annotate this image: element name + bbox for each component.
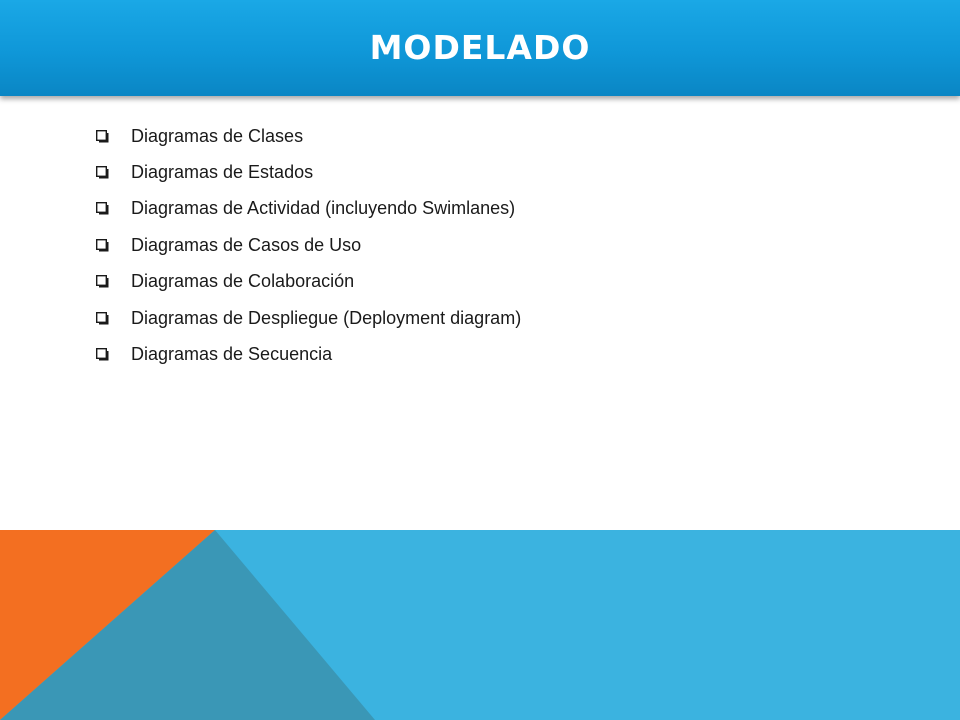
list-item	[96, 118, 521, 154]
slide-title: MODELADO	[369, 28, 591, 67]
checkbox-square-icon	[96, 275, 109, 288]
list-item-label: Diagramas de Actividad (incluyendo Swimlanes)	[131, 198, 516, 219]
checkbox-square-icon	[96, 202, 109, 215]
header-band	[0, 0, 960, 96]
list-item	[96, 264, 521, 300]
list-item	[96, 227, 521, 263]
list-item	[96, 154, 521, 190]
list-item-label: Diagramas de Estados	[131, 162, 314, 183]
list-item	[96, 300, 521, 336]
checkbox-square-icon	[96, 348, 109, 361]
footer-decoration	[0, 530, 960, 720]
list-item	[96, 336, 521, 372]
checkbox-square-icon	[96, 130, 109, 143]
checkbox-square-icon	[96, 312, 109, 325]
list-item-label: Diagramas de Secuencia	[131, 344, 333, 365]
checkbox-square-icon	[96, 166, 109, 179]
list-item-label: Diagramas de Clases	[131, 125, 304, 146]
checkbox-square-icon	[96, 239, 109, 252]
list-item-label: Diagramas de Despliegue (Deployment diagram)	[131, 307, 522, 328]
list-item-label: Diagramas de Colaboración	[131, 271, 355, 292]
bullet-list	[96, 118, 521, 373]
list-item	[96, 191, 521, 227]
list-item-label: Diagramas de Casos de Uso	[131, 234, 362, 255]
